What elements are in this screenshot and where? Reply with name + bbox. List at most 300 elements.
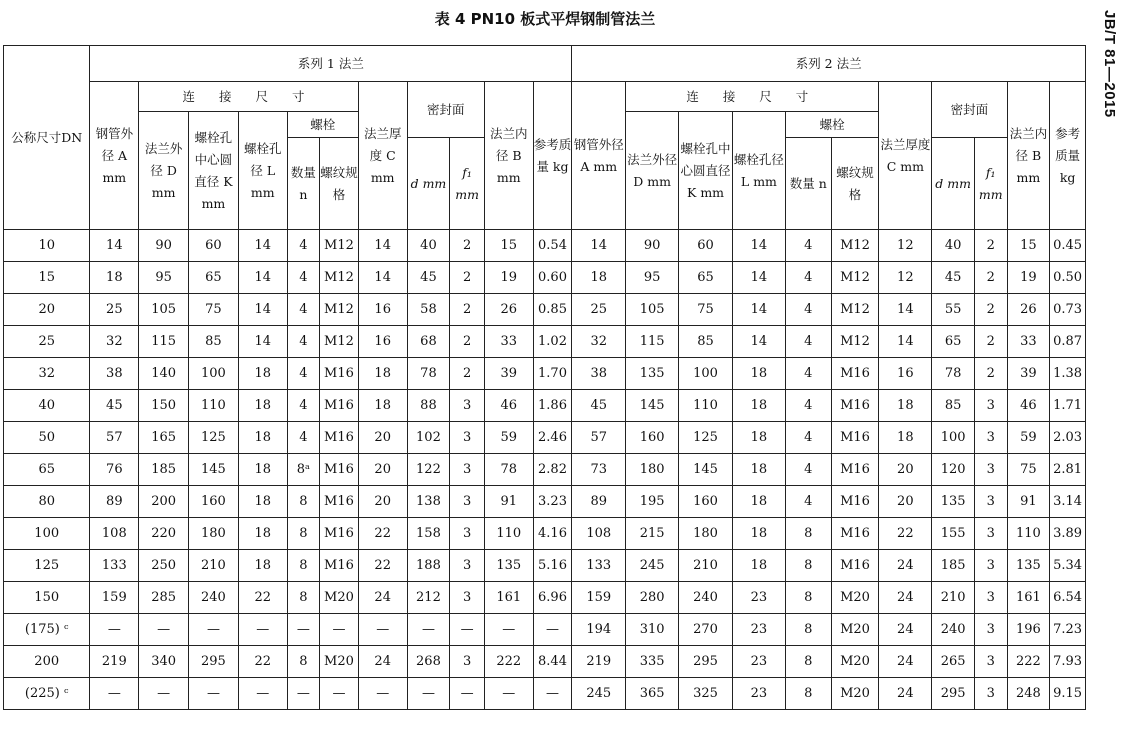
value-cell: 340 <box>139 646 189 678</box>
value-cell: 185 <box>139 454 189 486</box>
header-mass: 参考质量 kg <box>1050 82 1086 230</box>
value-cell: 20 <box>358 486 407 518</box>
value-cell: 248 <box>1007 678 1050 710</box>
value-cell: 108 <box>572 518 626 550</box>
value-cell: 89 <box>572 486 626 518</box>
value-cell: 8 <box>287 518 320 550</box>
standard-code: JB/T 81—2015 <box>1101 10 1118 118</box>
value-cell: 85 <box>679 326 733 358</box>
value-cell: 40 <box>932 230 975 262</box>
value-cell: 38 <box>90 358 139 390</box>
value-cell: — <box>450 614 485 646</box>
header-seal-d: d mm <box>407 138 450 230</box>
value-cell: 85 <box>189 326 239 358</box>
value-cell: 133 <box>90 550 139 582</box>
header-flange-od: 法兰外径 D mm <box>139 112 189 230</box>
value-cell: 45 <box>407 262 450 294</box>
header-seal-f1: f₁ mm <box>450 138 485 230</box>
value-cell: 8 <box>785 646 831 678</box>
value-cell: 40 <box>407 230 450 262</box>
value-cell: 0.54 <box>533 230 572 262</box>
value-cell: 19 <box>484 262 533 294</box>
header-bolt-thread: 螺纹规格 <box>831 138 879 230</box>
value-cell: 195 <box>626 486 679 518</box>
value-cell: 3 <box>450 518 485 550</box>
value-cell: 4 <box>287 262 320 294</box>
value-cell: 59 <box>484 422 533 454</box>
value-cell: 3 <box>974 614 1007 646</box>
value-cell: 365 <box>626 678 679 710</box>
value-cell: 0.60 <box>533 262 572 294</box>
dn-cell: (225) ᶜ <box>4 678 90 710</box>
table-row <box>4 582 1086 614</box>
value-cell: 135 <box>484 550 533 582</box>
value-cell: 3 <box>974 518 1007 550</box>
value-cell: 180 <box>626 454 679 486</box>
value-cell: 16 <box>358 294 407 326</box>
value-cell: 0.73 <box>1050 294 1086 326</box>
value-cell: 4 <box>785 326 831 358</box>
value-cell: — <box>189 678 239 710</box>
value-cell: 5.16 <box>533 550 572 582</box>
value-cell: 8ᵃ <box>287 454 320 486</box>
value-cell: — <box>358 678 407 710</box>
value-cell: — <box>484 678 533 710</box>
value-cell: 219 <box>572 646 626 678</box>
value-cell: 14 <box>238 262 287 294</box>
value-cell: 155 <box>932 518 975 550</box>
header-series1: 系列 1 法兰 <box>90 46 572 82</box>
value-cell: 4 <box>287 230 320 262</box>
value-cell: 88 <box>407 390 450 422</box>
value-cell: 18 <box>238 550 287 582</box>
value-cell: 0.87 <box>1050 326 1086 358</box>
value-cell: M12 <box>831 262 879 294</box>
dn-cell: 80 <box>4 486 90 518</box>
value-cell: — <box>139 614 189 646</box>
header-connection: 连 接 尺 寸 <box>626 82 879 112</box>
value-cell: 115 <box>626 326 679 358</box>
header-mass: 参考质量 kg <box>533 82 572 230</box>
value-cell: 24 <box>879 678 932 710</box>
value-cell: — <box>139 678 189 710</box>
value-cell: 4 <box>785 358 831 390</box>
value-cell: 23 <box>732 614 785 646</box>
value-cell: 5.34 <box>1050 550 1086 582</box>
header-bolt-count: 数量 n <box>785 138 831 230</box>
value-cell: 24 <box>358 582 407 614</box>
value-cell: M12 <box>320 326 359 358</box>
value-cell: — <box>287 678 320 710</box>
value-cell: 8 <box>785 550 831 582</box>
value-cell: 4 <box>287 326 320 358</box>
value-cell: 24 <box>879 646 932 678</box>
value-cell: 4 <box>785 294 831 326</box>
value-cell: 18 <box>90 262 139 294</box>
value-cell: M12 <box>320 262 359 294</box>
value-cell: 100 <box>679 358 733 390</box>
value-cell: 212 <box>407 582 450 614</box>
value-cell: 90 <box>139 230 189 262</box>
value-cell: 38 <box>572 358 626 390</box>
value-cell: 280 <box>626 582 679 614</box>
header-series2: 系列 2 法兰 <box>572 46 1086 82</box>
value-cell: 3 <box>974 678 1007 710</box>
value-cell: 46 <box>484 390 533 422</box>
table-row <box>4 454 1086 486</box>
value-cell: 18 <box>732 390 785 422</box>
value-cell: 2 <box>450 294 485 326</box>
value-cell: — <box>189 614 239 646</box>
value-cell: M20 <box>320 582 359 614</box>
value-cell: 3 <box>974 646 1007 678</box>
value-cell: 8.44 <box>533 646 572 678</box>
value-cell: 20 <box>879 454 932 486</box>
value-cell: 45 <box>572 390 626 422</box>
value-cell: 8 <box>287 646 320 678</box>
value-cell: 18 <box>358 390 407 422</box>
value-cell: 222 <box>484 646 533 678</box>
value-cell: 160 <box>189 486 239 518</box>
dn-cell: 32 <box>4 358 90 390</box>
value-cell: 14 <box>238 326 287 358</box>
value-cell: 22 <box>879 518 932 550</box>
value-cell: 18 <box>572 262 626 294</box>
value-cell: 2.81 <box>1050 454 1086 486</box>
table-body <box>4 230 1086 710</box>
value-cell: 220 <box>139 518 189 550</box>
dn-cell: 200 <box>4 646 90 678</box>
value-cell: 8 <box>785 678 831 710</box>
value-cell: 39 <box>1007 358 1050 390</box>
table-row <box>4 422 1086 454</box>
value-cell: 18 <box>238 486 287 518</box>
value-cell: 75 <box>189 294 239 326</box>
value-cell: 240 <box>189 582 239 614</box>
value-cell: 18 <box>732 454 785 486</box>
value-cell: M16 <box>320 550 359 582</box>
value-cell: 3 <box>974 454 1007 486</box>
value-cell: M20 <box>831 678 879 710</box>
value-cell: 194 <box>572 614 626 646</box>
value-cell: 4.16 <box>533 518 572 550</box>
value-cell: 73 <box>572 454 626 486</box>
value-cell: 14 <box>358 262 407 294</box>
value-cell: 1.86 <box>533 390 572 422</box>
value-cell: 4 <box>785 486 831 518</box>
table-row <box>4 550 1086 582</box>
value-cell: 210 <box>932 582 975 614</box>
value-cell: 158 <box>407 518 450 550</box>
value-cell: M12 <box>831 326 879 358</box>
value-cell: 122 <box>407 454 450 486</box>
value-cell: 0.45 <box>1050 230 1086 262</box>
value-cell: 3 <box>974 390 1007 422</box>
value-cell: 46 <box>1007 390 1050 422</box>
value-cell: 22 <box>238 646 287 678</box>
value-cell: 4 <box>785 454 831 486</box>
value-cell: 24 <box>879 582 932 614</box>
dn-cell: 100 <box>4 518 90 550</box>
value-cell: 76 <box>90 454 139 486</box>
value-cell: — <box>90 614 139 646</box>
value-cell: 25 <box>90 294 139 326</box>
value-cell: 18 <box>879 422 932 454</box>
value-cell: 165 <box>139 422 189 454</box>
value-cell: 3 <box>974 486 1007 518</box>
dn-cell: (175) ᶜ <box>4 614 90 646</box>
value-cell: 3 <box>450 390 485 422</box>
value-cell: — <box>484 614 533 646</box>
value-cell: 78 <box>407 358 450 390</box>
value-cell: 250 <box>139 550 189 582</box>
value-cell: 14 <box>732 294 785 326</box>
value-cell: 270 <box>679 614 733 646</box>
dn-cell: 25 <box>4 326 90 358</box>
value-cell: 14 <box>90 230 139 262</box>
value-cell: 160 <box>626 422 679 454</box>
value-cell: 8 <box>287 550 320 582</box>
value-cell: 3.23 <box>533 486 572 518</box>
header-seal-d: d mm <box>932 138 975 230</box>
value-cell: 18 <box>238 390 287 422</box>
value-cell: 6.96 <box>533 582 572 614</box>
value-cell: 18 <box>732 486 785 518</box>
dn-cell: 10 <box>4 230 90 262</box>
dn-cell: 150 <box>4 582 90 614</box>
value-cell: M16 <box>320 486 359 518</box>
header-thickness: 法兰厚度 C mm <box>879 82 932 230</box>
value-cell: 2 <box>974 358 1007 390</box>
value-cell: 60 <box>189 230 239 262</box>
value-cell: 24 <box>358 646 407 678</box>
header-seal: 密封面 <box>407 82 484 138</box>
value-cell: 12 <box>879 230 932 262</box>
value-cell: 32 <box>572 326 626 358</box>
dn-cell: 40 <box>4 390 90 422</box>
value-cell: 78 <box>484 454 533 486</box>
value-cell: M16 <box>831 518 879 550</box>
value-cell: 8 <box>785 582 831 614</box>
value-cell: — <box>533 678 572 710</box>
dn-cell: 20 <box>4 294 90 326</box>
value-cell: 219 <box>90 646 139 678</box>
table-row <box>4 518 1086 550</box>
value-cell: 125 <box>189 422 239 454</box>
table-row <box>4 294 1086 326</box>
value-cell: 65 <box>189 262 239 294</box>
value-cell: 4 <box>785 230 831 262</box>
value-cell: 0.50 <box>1050 262 1086 294</box>
value-cell: M20 <box>320 646 359 678</box>
value-cell: 14 <box>572 230 626 262</box>
value-cell: 45 <box>932 262 975 294</box>
value-cell: — <box>407 678 450 710</box>
value-cell: 310 <box>626 614 679 646</box>
header-bolt-circle: 螺栓孔中心圆直径 K mm <box>189 112 239 230</box>
value-cell: 95 <box>626 262 679 294</box>
value-cell: 100 <box>932 422 975 454</box>
header-bolt-hole: 螺栓孔径 L mm <box>238 112 287 230</box>
value-cell: 3 <box>450 422 485 454</box>
value-cell: 8 <box>287 486 320 518</box>
value-cell: 240 <box>932 614 975 646</box>
dn-cell: 65 <box>4 454 90 486</box>
value-cell: 268 <box>407 646 450 678</box>
value-cell: 188 <box>407 550 450 582</box>
value-cell: 75 <box>1007 454 1050 486</box>
value-cell: 18 <box>732 550 785 582</box>
value-cell: M16 <box>320 358 359 390</box>
value-cell: 2.46 <box>533 422 572 454</box>
value-cell: 3 <box>450 550 485 582</box>
value-cell: 18 <box>238 518 287 550</box>
header-seal: 密封面 <box>932 82 1007 138</box>
value-cell: 240 <box>679 582 733 614</box>
value-cell: 14 <box>732 230 785 262</box>
value-cell: 91 <box>484 486 533 518</box>
value-cell: M16 <box>320 454 359 486</box>
value-cell: 3 <box>450 582 485 614</box>
value-cell: 3.89 <box>1050 518 1086 550</box>
value-cell: 185 <box>932 550 975 582</box>
value-cell: 1.02 <box>533 326 572 358</box>
table-row <box>4 614 1086 646</box>
value-cell: 60 <box>679 230 733 262</box>
value-cell: 90 <box>626 230 679 262</box>
value-cell: 110 <box>189 390 239 422</box>
value-cell: 7.93 <box>1050 646 1086 678</box>
value-cell: 4 <box>785 422 831 454</box>
value-cell: 8 <box>785 614 831 646</box>
value-cell: M16 <box>320 518 359 550</box>
value-cell: 325 <box>679 678 733 710</box>
value-cell: 100 <box>189 358 239 390</box>
value-cell: 20 <box>358 454 407 486</box>
value-cell: 2 <box>450 326 485 358</box>
value-cell: 57 <box>90 422 139 454</box>
value-cell: 3.14 <box>1050 486 1086 518</box>
value-cell: — <box>238 614 287 646</box>
value-cell: 8 <box>287 582 320 614</box>
value-cell: 33 <box>1007 326 1050 358</box>
value-cell: 140 <box>139 358 189 390</box>
value-cell: 265 <box>932 646 975 678</box>
value-cell: M20 <box>831 646 879 678</box>
value-cell: 45 <box>90 390 139 422</box>
value-cell: 200 <box>139 486 189 518</box>
value-cell: 6.54 <box>1050 582 1086 614</box>
dn-cell: 50 <box>4 422 90 454</box>
value-cell: 65 <box>679 262 733 294</box>
value-cell: 55 <box>932 294 975 326</box>
value-cell: M12 <box>831 294 879 326</box>
value-cell: 0.85 <box>533 294 572 326</box>
value-cell: 85 <box>932 390 975 422</box>
value-cell: 295 <box>932 678 975 710</box>
header-connection: 连 接 尺 寸 <box>139 82 359 112</box>
header-bolt: 螺栓 <box>287 112 358 138</box>
value-cell: 9.15 <box>1050 678 1086 710</box>
header-bolt-count: 数量 n <box>287 138 320 230</box>
value-cell: M16 <box>831 486 879 518</box>
value-cell: 65 <box>932 326 975 358</box>
value-cell: 2 <box>450 358 485 390</box>
value-cell: M16 <box>831 390 879 422</box>
value-cell: M12 <box>320 294 359 326</box>
value-cell: 14 <box>238 294 287 326</box>
value-cell: 2 <box>974 230 1007 262</box>
value-cell: 2.03 <box>1050 422 1086 454</box>
value-cell: 245 <box>572 678 626 710</box>
value-cell: 2.82 <box>533 454 572 486</box>
value-cell: 15 <box>484 230 533 262</box>
value-cell: 18 <box>732 358 785 390</box>
value-cell: 23 <box>732 646 785 678</box>
value-cell: 3 <box>450 646 485 678</box>
value-cell: 95 <box>139 262 189 294</box>
value-cell: 159 <box>572 582 626 614</box>
value-cell: 18 <box>238 358 287 390</box>
header-thickness: 法兰厚度 C mm <box>358 82 407 230</box>
value-cell: 16 <box>879 358 932 390</box>
value-cell: 110 <box>679 390 733 422</box>
value-cell: 19 <box>1007 262 1050 294</box>
value-cell: 110 <box>484 518 533 550</box>
value-cell: — <box>287 614 320 646</box>
value-cell: — <box>90 678 139 710</box>
value-cell: 196 <box>1007 614 1050 646</box>
value-cell: 133 <box>572 550 626 582</box>
value-cell: 180 <box>189 518 239 550</box>
value-cell: 3 <box>974 550 1007 582</box>
value-cell: 39 <box>484 358 533 390</box>
value-cell: M16 <box>320 390 359 422</box>
value-cell: 14 <box>238 230 287 262</box>
value-cell: 23 <box>732 582 785 614</box>
value-cell: 14 <box>732 262 785 294</box>
value-cell: 145 <box>679 454 733 486</box>
value-cell: 245 <box>626 550 679 582</box>
value-cell: 161 <box>484 582 533 614</box>
value-cell: 285 <box>139 582 189 614</box>
table-row <box>4 646 1086 678</box>
value-cell: 135 <box>1007 550 1050 582</box>
value-cell: 14 <box>732 326 785 358</box>
value-cell: 14 <box>879 326 932 358</box>
header-pipe-od: 钢管外径 A mm <box>90 82 139 230</box>
value-cell: 18 <box>238 422 287 454</box>
value-cell: 138 <box>407 486 450 518</box>
value-cell: 22 <box>238 582 287 614</box>
value-cell: 2 <box>974 326 1007 358</box>
value-cell: 8 <box>785 518 831 550</box>
value-cell: 222 <box>1007 646 1050 678</box>
value-cell: 105 <box>626 294 679 326</box>
value-cell: 75 <box>679 294 733 326</box>
value-cell: 295 <box>679 646 733 678</box>
value-cell: 15 <box>1007 230 1050 262</box>
value-cell: 18 <box>732 518 785 550</box>
value-cell: 135 <box>932 486 975 518</box>
value-cell: 26 <box>484 294 533 326</box>
table-row <box>4 678 1086 710</box>
value-cell: 105 <box>139 294 189 326</box>
value-cell: 4 <box>287 294 320 326</box>
value-cell: — <box>238 678 287 710</box>
value-cell: 78 <box>932 358 975 390</box>
value-cell: — <box>533 614 572 646</box>
